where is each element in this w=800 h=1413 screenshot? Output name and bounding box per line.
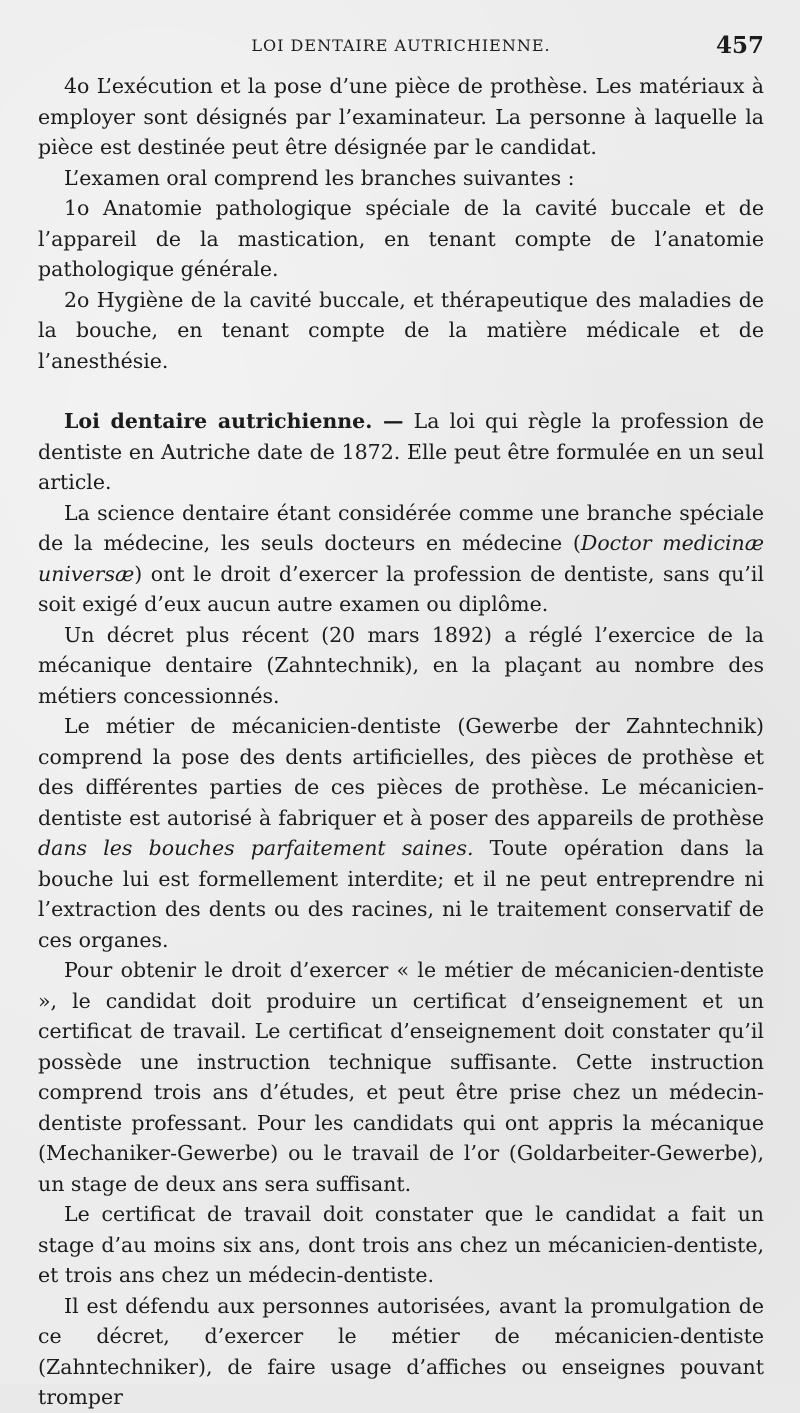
running-head [38,32,764,66]
italic-latin-term: Doctor medicinæ universæ [38,531,764,586]
paragraph-oral-exam-item-2: 2o Hygiène de la cavité buccale, et thérapeutique des maladies de la bouche, en tenant compte de la matière médicale et de l’anesthésie. [38,287,764,373]
paragraph-oral-exam-item-1: 1o Anatomie pathologique spéciale de la cavité buccale et de l’appareil de la mastication, en tenant compte de l’anatomie pathologique générale. [38,196,764,281]
text-span: Le métier de mécanicien-dentiste (Gewerbe der Zahntechnik) comprend la pose des dents artificielles, des pièces de prothèse et des différentes parties de ces pièces de prothèse. Le mécanicien-dentiste est autorisé à fabriquer et à poser des appareils de prothèse [38,714,764,830]
section-heading-text: La loi qui règle la profession de dentiste en Autriche date de 1872. Elle peut être formulée en un seul article. [38,409,765,494]
paragraph-work-certificate: Le certificat de travail doit constater que le candidat a fait un stage d’au moins six ans, dont trois ans chez un mécanicien-dentiste, et trois ans chez un médecin-dentiste. [38,1202,764,1287]
body-text [38,71,764,1413]
paragraph-mechanic-dentist-trade [38,711,764,955]
paragraph-oral-exam-intro: L’examen oral comprend les branches suivantes : [64,165,575,190]
paragraph-prohibition: Il est défendu aux personnes autorisées, avant la promulgation de ce décret, d’exercer le métier de mécanicien-dentiste (Zahntechniker), de faire usage d’affiches ou enseignes pouvant tromper [38,1293,764,1409]
text-span: La science dentaire étant considérée comme une branche spéciale de la médecine, les seuls docteurs en médecine ( [38,500,764,555]
paragraph-austrian-law [38,406,764,498]
paragraph-decree-1892: Un décret plus récent (20 mars 1892) a réglé l’exercice de la mécanique dentaire (Zahntechnik), en la plaçant au nombre des métiers concessionnés. [38,622,764,708]
section-heading: Loi dentaire autrichienne. — [64,409,404,433]
paragraph-certificates: Pour obtenir le droit d’exercer « le métier de mécanicien-dentiste », le candidat doit produire un certificat d’enseignement et un certificat de travail. Le certificat d’enseignement doit constater qu’il possède une instruction technique suffisante. Cette instruction comprend trois ans d’études, et peut être prise chez un médecin-dentiste professant. Pour les candidats qui ont appris la mécanique (Mechaniker-Gewerbe) ou le travail de l’or (Goldarbeiter-Gewerbe), un stage de deux ans sera suffisant. [38,958,764,1196]
running-title: LOI DENTAIRE AUTRICHIENNE. [251,36,551,55]
paragraph-practical-exam-item-4: 4o L’exécution et la pose d’une pièce de prothèse. Les matériaux à employer sont désignés par l’examinateur. La personne à laquelle la pièce est destinée peut être désignée par le candidat. [38,74,764,159]
text-span: ) ont le droit d’exercer la profession de dentiste, sans qu’il soit exigé d’eux aucun autre examen ou diplôme. [38,561,764,616]
paragraph-dental-science [38,498,764,620]
italic-healthy-mouths: dans les bouches parfaitement saines. [38,836,474,860]
page-number: 457 [715,32,764,59]
text-span: Toute opération dans la bouche lui est formellement interdite; et il ne peut entreprendre ni l’extraction des dents ou des racines, ni le traitement conservatif de ces organes. [38,836,764,952]
